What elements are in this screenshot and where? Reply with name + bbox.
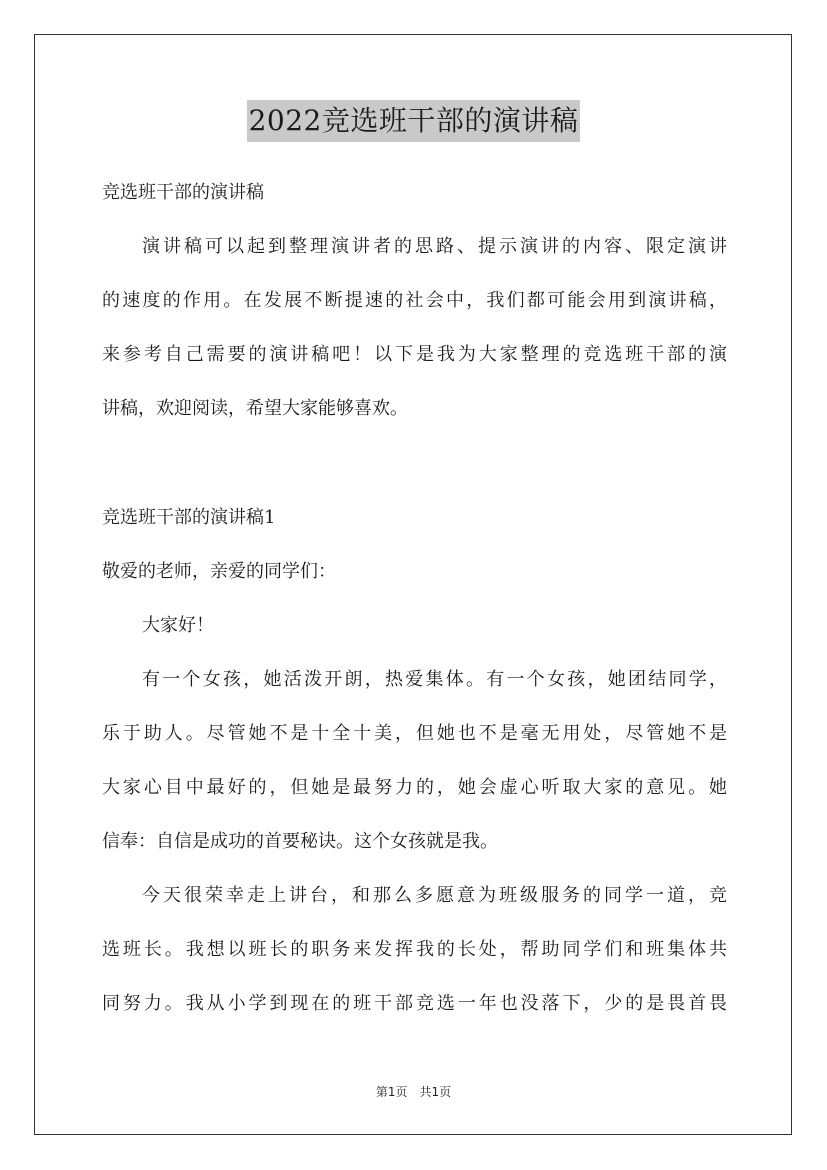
paragraph-line: 有一个女孩，她活泼开朗，热爱集体。有一个女孩，她团结同学， bbox=[142, 669, 727, 690]
page-number: 第1页 共1页 bbox=[375, 1085, 452, 1099]
intro-line: 讲稿，欢迎阅读，希望大家能够喜欢。 bbox=[102, 398, 408, 419]
document-subtitle: 竞选班干部的演讲稿 bbox=[102, 182, 264, 203]
intro-line: 来参考自己需要的演讲稿吧！以下是我为大家整理的竞选班干部的演 bbox=[102, 344, 727, 365]
title-container bbox=[0, 100, 827, 142]
paragraph-line: 今天很荣幸走上讲台，和那么多愿意为班级服务的同学一道，竞 bbox=[142, 885, 727, 906]
paragraph-line: 大家心目中最好的，但她是最努力的，她会虚心听取大家的意见。她 bbox=[102, 777, 727, 798]
intro-line: 演讲稿可以起到整理演讲者的思路、提示演讲的内容、限定演讲 bbox=[142, 236, 727, 257]
salutation: 敬爱的老师，亲爱的同学们： bbox=[102, 561, 336, 582]
section-heading: 竞选班干部的演讲稿1 bbox=[102, 507, 276, 528]
intro-line: 的速度的作用。在发展不断提速的社会中，我们都可能会用到演讲稿， bbox=[102, 290, 727, 311]
greeting: 大家好！ bbox=[142, 615, 214, 636]
paragraph-line: 信奉：自信是成功的首要秘诀。这个女孩就是我。 bbox=[102, 831, 498, 852]
paragraph-line: 同努力。我从小学到现在的班干部竞选一年也没落下，少的是畏首畏 bbox=[102, 993, 727, 1014]
document-title: 2022竞选班干部的演讲稿 bbox=[247, 100, 581, 142]
paragraph-line: 选班长。我想以班长的职务来发挥我的长处，帮助同学们和班集体共 bbox=[102, 939, 727, 960]
paragraph-line: 乐于助人。尽管她不是十全十美，但她也不是毫无用处，尽管她不是 bbox=[102, 723, 727, 744]
